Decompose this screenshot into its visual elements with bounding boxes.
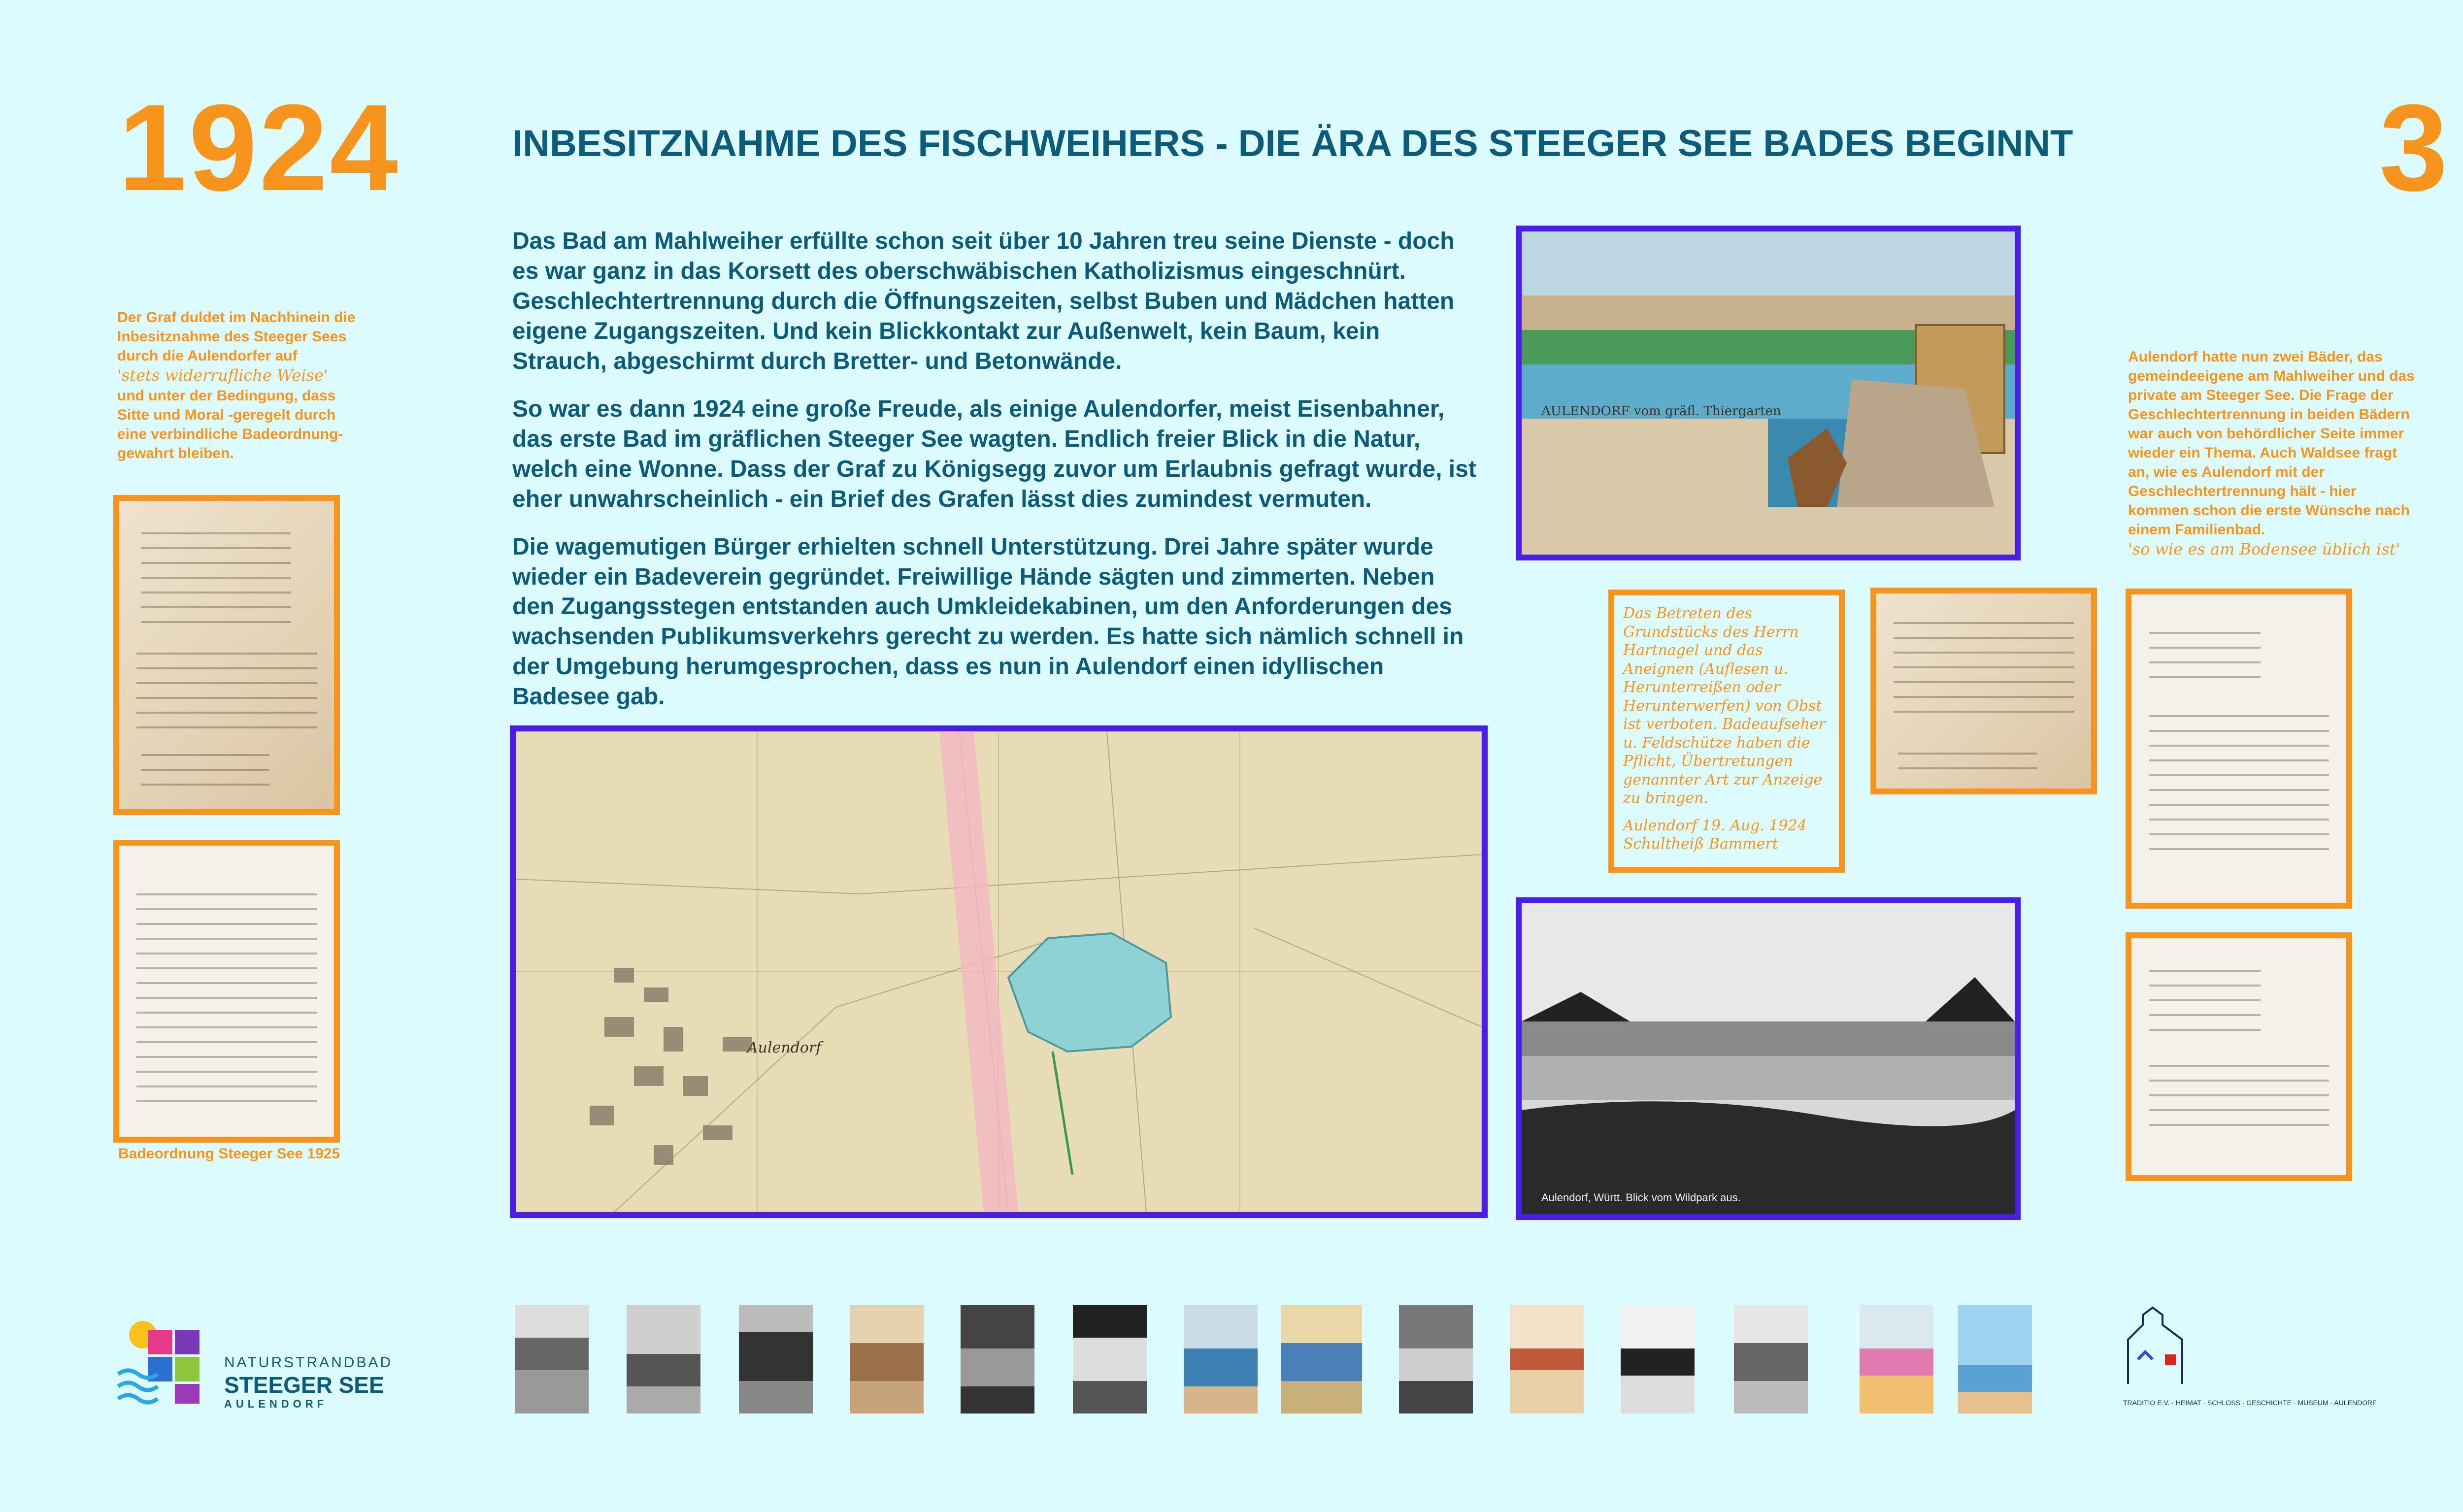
thumbnail-2 <box>627 1305 700 1413</box>
thumbnail-13 <box>1860 1305 1933 1413</box>
authority-letter-1 <box>2126 589 2352 909</box>
authority-letter-2-image <box>2131 938 2346 1175</box>
body-paragraph-3: Die wagemutigen Bürger erhielten schnell Unterstützung. Drei Jahre später wurde wieder ein Badeverein gegründet. Freiwillige Hände sägten und zimmerten. Neben den Zugangsstegen entstanden auch Umkleidekabinen, um den Anforderungen des wachsenden Publikumsverkehrs gerecht zu werden. Es hatte sich nämlich schnell in der Umgebung herumgesprochen, dass es nun in Aulendorf einen idyllischen Badesee gab. <box>512 533 1464 710</box>
thumbnail-5 <box>961 1305 1034 1413</box>
handwritten-document <box>1870 588 2097 794</box>
thumbnail-6 <box>1073 1305 1147 1413</box>
thumbnail-7 <box>1184 1305 1258 1413</box>
lake-photo-caption: Aulendorf, Württ. Blick vom Wildpark aus. <box>1541 1191 1741 1204</box>
thumbnail-11 <box>1621 1305 1695 1413</box>
logo-line-2: STEEGER SEE <box>224 1372 384 1398</box>
body-paragraph-2: So war es dann 1924 eine große Freude, als einige Aulendorfer, meist Eisenbahner, das erste Bad im gräflichen Steeger See wagten. Endlich freier Blick in die Natur, welch eine Wonne. Dass der Graf zu Königsegg zuvor um Erlaubnis gefragt wurde, ist eher unwahrscheinlich - ein Brief des Grafen lässt dies zumindest vermuten. <box>512 395 1476 512</box>
left-note-quote: 'stets widerrufliche Weise' <box>117 366 328 385</box>
handwritten-document-image <box>1876 593 2091 789</box>
page-number: 3 <box>2379 79 2448 216</box>
handwritten-note-text: Das Betreten des Grundstücks des Herrn Hartnagel und das Aneignen (Auflesen u. Herunterreißen oder Herunterwerfen) von Obst ist verboten. Badeaufseher u. Feldschütze haben die Pflicht, Übertretungen genannter Art zur Anzeige zu bringen. <box>1623 605 1826 807</box>
map-frame <box>510 725 1488 1218</box>
thumbnail-10 <box>1510 1305 1584 1413</box>
authority-letter-2 <box>2126 932 2352 1181</box>
authority-letter-1-image <box>2131 594 2346 903</box>
letter-document <box>113 495 340 815</box>
logo-traditio <box>2123 1305 2399 1413</box>
bathing-regulation-document <box>113 840 340 1143</box>
logo-steeger-see <box>113 1315 409 1413</box>
thumbnail-8 <box>1281 1305 1362 1413</box>
left-caption: Badeordnung Steeger See 1925 <box>118 1146 340 1162</box>
logo-traditio-text: TRADITIO E.V. · HEIMAT · SCHLOSS · GESCHICHTE · MUSEUM · AULENDORF <box>2123 1399 2377 1407</box>
body-text <box>512 227 1478 730</box>
thumbnail-12 <box>1734 1305 1808 1413</box>
logo-line-3: AULENDORF <box>224 1398 328 1410</box>
postcard-frame <box>1516 226 2021 560</box>
handwritten-note-box <box>1608 590 1845 873</box>
letter-image <box>119 501 334 809</box>
thumbnail-4 <box>850 1305 924 1413</box>
page-title: INBESITZNAHME DES FISCHWEIHERS - DIE ÄRA DES STEEGER SEE BADES BEGINNT <box>512 123 2073 164</box>
bathing-regulation-image <box>119 846 334 1137</box>
left-note-text-1: Der Graf duldet im Nachhinein die Inbesitznahme des Steeger Sees durch die Aulendorfer auf <box>117 309 356 364</box>
right-note <box>2128 347 2419 560</box>
thumbnail-14 <box>1958 1305 2032 1413</box>
body-paragraph-1: Das Bad am Mahlweiher erfüllte schon seit über 10 Jahren treu seine Dienste - doch es war ganz in das Korsett des oberschwäbischen Katholizismus eingeschnürt. Geschlechtertrennung durch die Öffnungszeiten, selbst Buben und Mädchen hatten eigene Zugangszeiten. Und kein Blickkontakt zur Außenwelt, kein Baum, kein Strauch, abgeschirmt durch Bretter- und Betonwände. <box>512 228 1455 374</box>
logo-traditio-icon <box>2123 1305 2187 1389</box>
postcard-caption: AULENDORF vom gräfl. Thiergarten <box>1541 404 1781 419</box>
handwritten-note-signature: Aulendorf 19. Aug. 1924 Schultheiß Bammert <box>1623 817 1807 853</box>
year-heading: 1924 <box>118 79 400 216</box>
thumbnail-9 <box>1399 1305 1473 1413</box>
lake-photo <box>1522 903 2015 1214</box>
postcard-image <box>1522 231 2015 555</box>
logo-steeger-see-icon <box>113 1315 212 1413</box>
lake-photo-frame <box>1516 897 2021 1220</box>
left-note <box>117 308 368 463</box>
logo-line-1: NATURSTRANDBAD <box>224 1354 393 1371</box>
historic-map <box>516 731 1482 1212</box>
thumbnail-3 <box>739 1305 813 1413</box>
map-label: Aulendorf <box>747 1039 822 1056</box>
thumbnail-1 <box>515 1305 589 1413</box>
right-note-quote: 'so wie es am Bodensee üblich ist' <box>2128 540 2400 559</box>
left-note-text-2: und unter der Bedingung, dass Sitte und Moral -geregelt durch eine verbindliche Badeordnung- gewahrt bleiben. <box>117 387 343 461</box>
right-note-text: Aulendorf hatte nun zwei Bäder, das gemeindeeigene am Mahlweiher und das private am Steeger See. Die Frage der Geschlechtertrennung in beiden Bädern war auch von behördlicher Seite immer wieder ein Thema. Auch Waldsee fragt an, wie es Aulendorf mit der Geschlechtertrennung hält - hier kommen schon die erste Wünsche nach einem Familienbad. <box>2128 349 2415 538</box>
